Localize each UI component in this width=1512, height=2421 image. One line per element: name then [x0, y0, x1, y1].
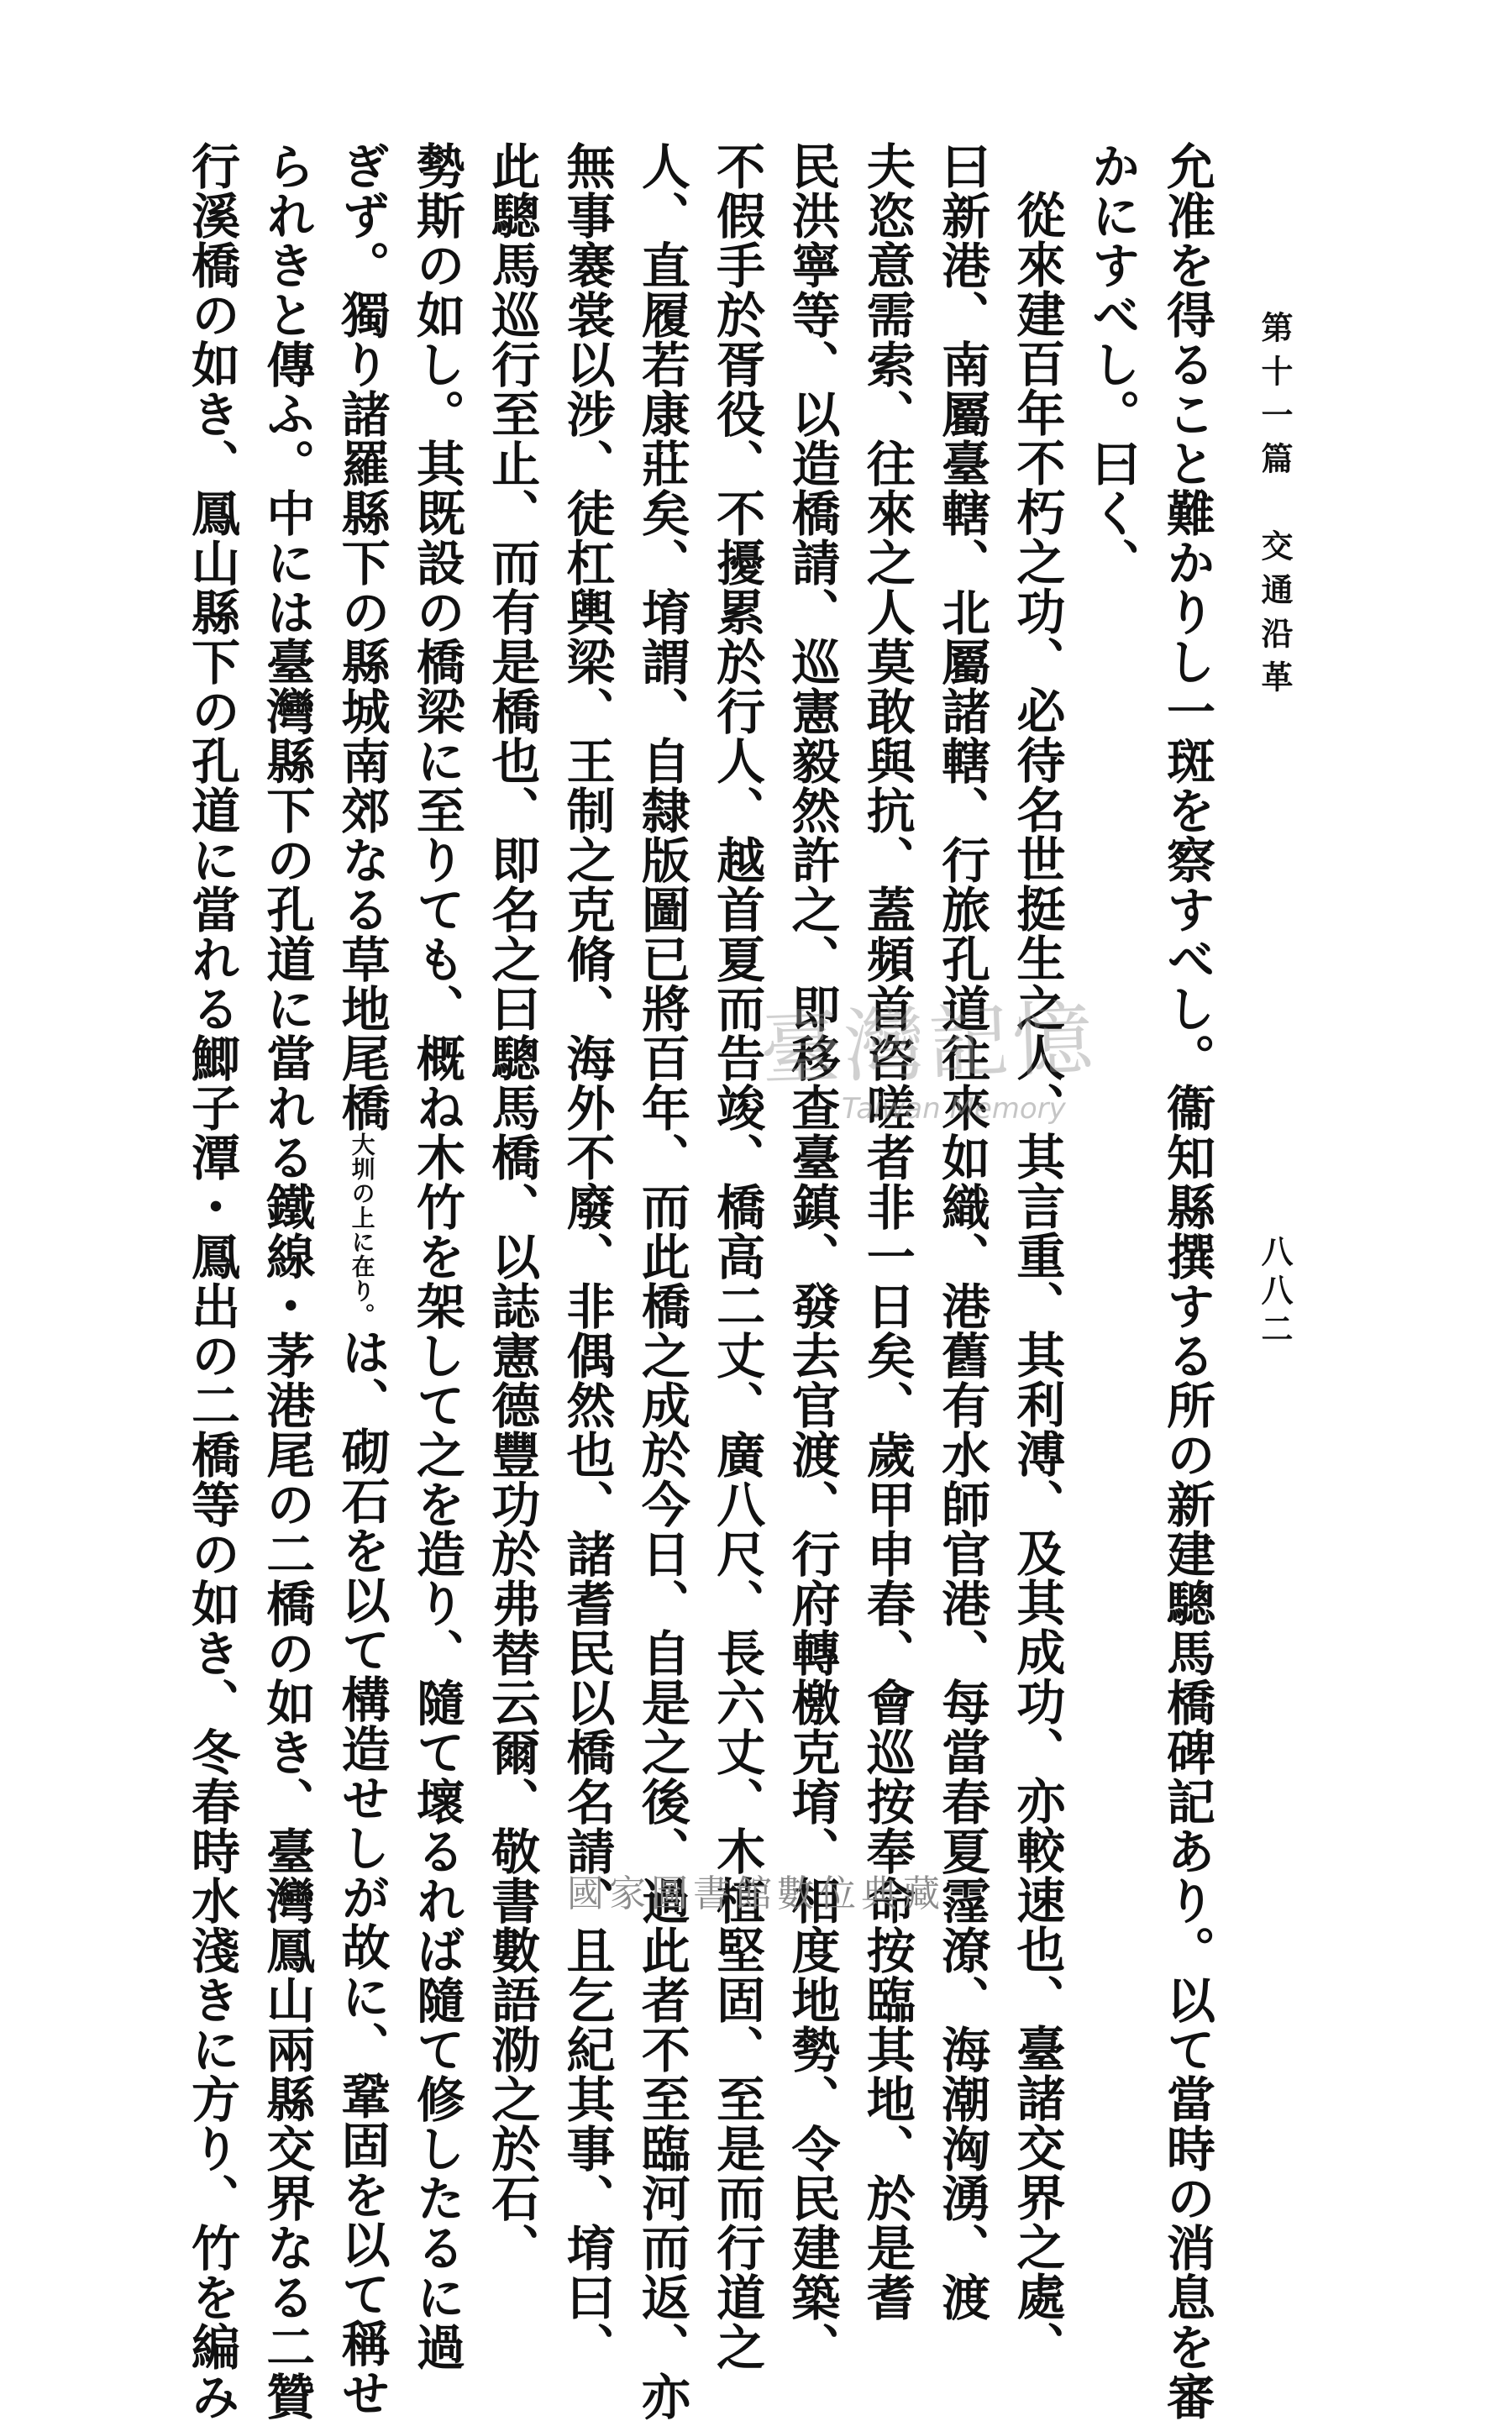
- text-column: かにすべし。曰く、: [1083, 141, 1141, 587]
- watermark-logo: 臺灣記憶: [759, 991, 1098, 1097]
- quote-column: 曰新港、南屬臺轄、北屬諸轄、行旅孔道往來如織、港舊有水師官港、每當春夏霪潦、海潮洶湧、渡: [933, 141, 991, 2322]
- text-column: 允准を得ること難かりし一斑を察すべし。衞知縣撰する所の新建驄馬橋碑記あり。以て當時の消息を審: [1158, 141, 1215, 2421]
- text-column: られきと傳ふ。中には臺灣縣下の孔道に當れる鐵線・茅港尾の二橋の如き、臺灣鳳山兩縣交界なる二贊: [258, 141, 316, 2421]
- quote-column: 民洪寧等、以造橋請、巡憲毅然許之、即移查臺鎮、發去官渡、行府轉檄克堉、相度地勢、令民建築、: [783, 141, 841, 2371]
- quote-column: 不假手於胥役、不擾累於行人、越首夏而告竣、橋高二丈、廣八尺、長六丈、木植堅固、至是而行道之: [708, 141, 766, 2371]
- quote-column: 無事褰裳以涉、徒杠輿梁、王制之克脩、海外不廢、非偶然也、諸耆民以橋名請、且乞紀其事、堉曰、: [558, 141, 616, 2371]
- footer-credit: 國家圖書館數位典藏: [567, 1872, 945, 1915]
- watermark-subtitle: Taiwan Memory: [842, 1092, 1066, 1126]
- inline-annotation: 大圳の上に在り。: [348, 1132, 376, 1327]
- quote-column: 從來建百年不朽之功、必待名世挺生之人、其言重、其利溥、及其成功、亦較速也、臺諸交界之處、: [1008, 190, 1066, 2371]
- text-column: 行溪橋の如き、鳳山縣下の孔道に當れる鯽子潭・鳳出の二橋等の如き、冬春時水淺きに方り、竹を編み: [182, 141, 240, 2421]
- quote-column: 夫恣意需索、往來之人莫敢與抗、蓋頻首咨嗟者非一日矣、歲甲申春、會巡按奉命按臨其地、於是耆: [858, 141, 916, 2322]
- quote-column: 此驄馬巡行至止、而有是橋也、即名之曰驄馬橋、以誌憲德豐功於弗替云爾、敬書數語泐之於石、: [483, 141, 541, 2272]
- text-column: 勢斯の如し。其既設の橋梁に至りても、概ね木竹を架して之を造り、隨て壞るれば隨て修したるに過: [407, 141, 465, 2371]
- text-segment: ぎず。獨り諸羅縣下の縣城南郊なる草地尾橋: [333, 141, 391, 1132]
- page-number: 八八二: [1256, 1235, 1294, 1351]
- text-segment: は、砌石を以て構造せしが故に、鞏固を以て稱せ: [333, 1327, 391, 2418]
- text-column: [323, 141, 398, 2418]
- running-head: 第十一篇 交通沿革: [1256, 311, 1294, 704]
- quote-column: 人、直履若康莊矣、堉謂、自隸版圖已將百年、而此橋之成於今日、自是之後、過此者不至臨河而返、亦: [633, 141, 690, 2421]
